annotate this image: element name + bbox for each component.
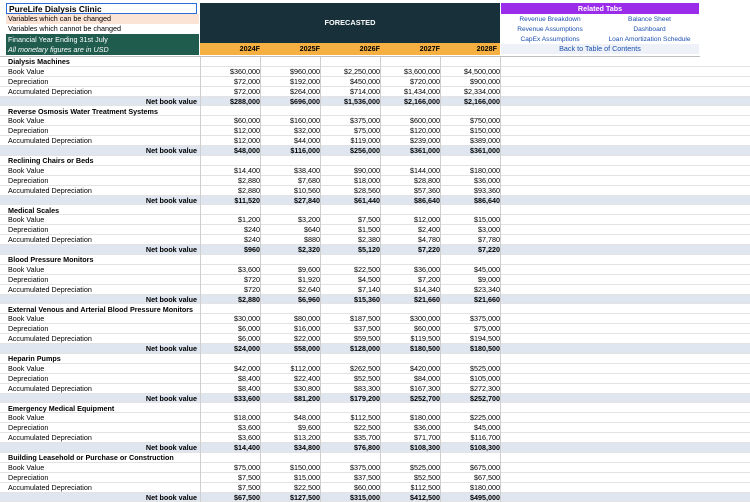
section-header[interactable] (0, 354, 750, 364)
value-cell[interactable]: $1,434,000 (404, 86, 440, 96)
depreciation-row[interactable] (0, 77, 750, 87)
book-value-row[interactable] (0, 413, 750, 423)
row-label: Depreciation (8, 423, 49, 433)
value-cell[interactable]: $675,000 (470, 462, 500, 472)
value-cell[interactable]: $22,400 (294, 373, 320, 383)
value-cell[interactable]: $4,780 (418, 235, 440, 245)
value-cell[interactable]: $108,300 (410, 443, 440, 453)
depreciation-row[interactable] (0, 374, 750, 384)
value-cell[interactable]: $144,000 (410, 165, 440, 175)
value-cell[interactable]: $6,960 (298, 294, 320, 304)
book-value-row[interactable] (0, 67, 750, 77)
value-cell[interactable]: $288,000 (230, 96, 260, 106)
section-title: Heparin Pumps (8, 354, 61, 363)
value-cell[interactable]: $12,000 (234, 136, 260, 146)
value-cell[interactable]: $59,500 (354, 334, 380, 344)
value-cell[interactable]: $525,000 (410, 462, 440, 472)
value-cell[interactable]: $34,800 (294, 443, 320, 453)
column-gridline (320, 57, 321, 502)
value-cell[interactable]: $81,200 (294, 393, 320, 403)
row-label: Accumulated Depreciation (8, 136, 92, 146)
accumulated-depreciation-row[interactable] (0, 384, 750, 394)
value-cell[interactable]: $252,700 (470, 393, 500, 403)
value-cell[interactable]: $38,400 (294, 165, 320, 175)
value-cell[interactable]: $112,500 (410, 482, 440, 492)
value-cell[interactable]: $18,000 (354, 175, 380, 185)
row-label: Net book value (145, 393, 197, 403)
section-header[interactable] (0, 107, 750, 117)
value-cell[interactable]: $360,000 (230, 66, 260, 76)
value-cell[interactable]: $35,700 (354, 433, 380, 443)
section-title: Blood Pressure Monitors (8, 255, 94, 264)
net-book-value-row[interactable] (0, 295, 750, 305)
value-cell[interactable]: $21,660 (474, 294, 500, 304)
value-cell[interactable]: $12,000 (414, 215, 440, 225)
link-revenue-assumptions[interactable]: Revenue Assumptions (517, 26, 583, 33)
row-label: Accumulated Depreciation (8, 284, 92, 294)
value-cell[interactable]: $1,536,000 (344, 96, 380, 106)
book-value-row[interactable] (0, 116, 750, 126)
value-cell[interactable]: $80,000 (294, 314, 320, 324)
value-cell[interactable]: $2,640 (298, 284, 320, 294)
value-cell[interactable]: $300,000 (410, 314, 440, 324)
value-cell[interactable]: $361,000 (470, 146, 500, 156)
link-loan-amortization[interactable]: Loan Amortization Schedule (608, 36, 691, 43)
value-cell[interactable]: $240 (244, 235, 260, 245)
value-cell[interactable]: $83,300 (354, 383, 380, 393)
value-cell[interactable]: $1,200 (238, 215, 260, 225)
value-cell[interactable]: $420,000 (410, 363, 440, 373)
book-value-row[interactable] (0, 166, 750, 176)
net-book-value-row[interactable] (0, 443, 750, 453)
value-cell[interactable]: $160,000 (290, 116, 320, 126)
depreciation-row[interactable] (0, 473, 750, 483)
row-label: Accumulated Depreciation (8, 334, 92, 344)
book-value-row[interactable] (0, 314, 750, 324)
value-cell[interactable]: $48,000 (294, 413, 320, 423)
section-header[interactable] (0, 404, 750, 414)
year-2026: 2026F (359, 44, 380, 53)
value-cell[interactable]: $116,700 (470, 433, 500, 443)
value-cell[interactable]: $179,200 (350, 393, 380, 403)
value-cell[interactable]: $90,000 (354, 165, 380, 175)
value-cell[interactable]: $375,000 (470, 314, 500, 324)
value-cell[interactable]: $22,500 (354, 423, 380, 433)
value-cell[interactable]: $72,000 (234, 86, 260, 96)
value-cell[interactable]: $3,000 (478, 225, 500, 235)
column-gridline (380, 57, 381, 502)
row-label: Book Value (8, 116, 45, 126)
value-cell[interactable]: $7,500 (238, 482, 260, 492)
row-label: Accumulated Depreciation (8, 383, 92, 393)
fiscal-year-note: Financial Year Ending 31st July (6, 34, 199, 45)
value-cell[interactable]: $14,400 (234, 165, 260, 175)
value-cell[interactable]: $4,500 (358, 274, 380, 284)
net-book-value-row[interactable] (0, 146, 750, 156)
value-cell[interactable]: $3,600,000 (404, 66, 440, 76)
value-cell[interactable]: $720 (244, 274, 260, 284)
value-cell[interactable]: $84,000 (414, 373, 440, 383)
title-cell[interactable]: PureLife Dialysis Clinic (6, 3, 197, 14)
year-2028: 2028F (476, 44, 497, 53)
value-cell[interactable]: $71,700 (414, 433, 440, 443)
book-value-row[interactable] (0, 265, 750, 275)
value-cell[interactable]: $194,500 (470, 334, 500, 344)
value-cell[interactable]: $375,000 (350, 116, 380, 126)
depreciation-row[interactable] (0, 423, 750, 433)
value-cell[interactable]: $75,000 (234, 462, 260, 472)
value-cell[interactable]: $192,000 (290, 76, 320, 86)
value-cell[interactable]: $16,000 (294, 324, 320, 334)
value-cell[interactable]: $37,500 (354, 324, 380, 334)
value-cell[interactable]: $2,250,000 (344, 66, 380, 76)
value-cell[interactable]: $127,500 (290, 492, 320, 502)
value-cell[interactable]: $640 (304, 225, 320, 235)
row-label: Accumulated Depreciation (8, 185, 92, 195)
value-cell[interactable]: $36,000 (474, 175, 500, 185)
value-cell[interactable]: $2,880 (238, 175, 260, 185)
section-title: Medical Scales (8, 205, 60, 215)
value-cell[interactable]: $361,000 (410, 146, 440, 156)
value-cell[interactable]: $22,500 (354, 264, 380, 274)
value-cell[interactable]: $86,640 (474, 195, 500, 205)
value-cell[interactable]: $150,000 (470, 126, 500, 136)
row-label: Depreciation (8, 175, 49, 185)
row-label: Book Value (8, 314, 45, 324)
value-cell[interactable]: $42,000 (234, 363, 260, 373)
section-title: Reverse Osmosis Water Treatment Systems (8, 106, 158, 116)
row-label: Book Value (8, 66, 45, 76)
value-cell[interactable]: $13,200 (294, 433, 320, 443)
value-cell[interactable]: $252,700 (410, 393, 440, 403)
value-cell[interactable]: $60,000 (414, 324, 440, 334)
column-gridline (440, 57, 441, 502)
value-cell[interactable]: $105,000 (470, 373, 500, 383)
net-book-value-row[interactable] (0, 344, 750, 354)
value-cell[interactable]: $2,166,000 (464, 96, 500, 106)
accumulated-depreciation-row[interactable] (0, 136, 750, 146)
value-cell[interactable]: $45,000 (474, 423, 500, 433)
accumulated-depreciation-row[interactable] (0, 285, 750, 295)
value-cell[interactable]: $7,200 (418, 274, 440, 284)
row-label: Net book value (145, 96, 197, 106)
value-cell[interactable]: $412,500 (410, 492, 440, 502)
value-cell[interactable]: $23,340 (474, 284, 500, 294)
value-cell[interactable]: $60,000 (354, 482, 380, 492)
value-cell[interactable]: $450,000 (350, 76, 380, 86)
row-label: Net book value (145, 294, 197, 304)
book-value-row[interactable] (0, 463, 750, 473)
link-balance-sheet[interactable]: Balance Sheet (628, 16, 671, 23)
value-cell[interactable]: $2,320 (298, 245, 320, 255)
section-header[interactable] (0, 453, 750, 463)
depreciation-row[interactable] (0, 126, 750, 136)
section-header[interactable] (0, 57, 750, 67)
value-cell[interactable]: $45,000 (474, 264, 500, 274)
value-cell[interactable]: $2,166,000 (404, 96, 440, 106)
value-cell[interactable]: $116,000 (290, 146, 320, 156)
value-cell[interactable]: $86,640 (414, 195, 440, 205)
value-cell[interactable]: $28,800 (414, 175, 440, 185)
value-cell[interactable]: $1,920 (298, 274, 320, 284)
row-label: Accumulated Depreciation (8, 433, 92, 443)
value-cell[interactable]: $7,680 (298, 175, 320, 185)
value-cell[interactable]: $10,560 (294, 185, 320, 195)
row-label: Net book value (145, 195, 197, 205)
row-label: Depreciation (8, 472, 49, 482)
row-label: Net book value (145, 492, 197, 502)
value-cell[interactable]: $187,500 (350, 314, 380, 324)
value-cell[interactable]: $714,000 (350, 86, 380, 96)
value-cell[interactable]: $15,360 (354, 294, 380, 304)
value-cell[interactable]: $167,300 (410, 383, 440, 393)
value-cell[interactable]: $24,000 (234, 344, 260, 354)
back-to-contents-link[interactable]: Back to Table of Contents (501, 44, 699, 54)
column-gridline (260, 57, 261, 502)
value-cell[interactable]: $67,500 (234, 492, 260, 502)
section-title: Building Leasehold or Purchase or Construction (8, 453, 174, 462)
value-cell[interactable]: $67,500 (474, 472, 500, 482)
depreciation-row[interactable] (0, 176, 750, 186)
value-cell[interactable]: $600,000 (410, 116, 440, 126)
value-cell[interactable]: $3,200 (298, 215, 320, 225)
value-cell[interactable]: $3,600 (238, 423, 260, 433)
value-cell[interactable]: $72,000 (234, 76, 260, 86)
value-cell[interactable]: $120,000 (410, 126, 440, 136)
value-cell[interactable]: $2,400 (418, 225, 440, 235)
value-cell[interactable]: $239,000 (410, 136, 440, 146)
row-label: Depreciation (8, 225, 49, 235)
value-cell[interactable]: $375,000 (350, 462, 380, 472)
currency-note: All monetary figures are in USD (6, 45, 199, 55)
net-book-value-row[interactable] (0, 196, 750, 206)
value-cell[interactable]: $696,000 (290, 96, 320, 106)
value-cell[interactable]: $48,000 (234, 146, 260, 156)
value-cell[interactable]: $52,500 (414, 472, 440, 482)
value-cell[interactable]: $1,500 (358, 225, 380, 235)
value-cell[interactable]: $36,000 (414, 264, 440, 274)
net-book-value-row[interactable] (0, 394, 750, 404)
book-value-row[interactable] (0, 215, 750, 225)
value-cell[interactable]: $960 (244, 245, 260, 255)
value-cell[interactable]: $108,300 (470, 443, 500, 453)
value-cell[interactable]: $14,400 (234, 443, 260, 453)
value-cell[interactable]: $32,000 (294, 126, 320, 136)
value-cell[interactable]: $14,340 (414, 284, 440, 294)
value-cell[interactable]: $75,000 (474, 324, 500, 334)
row-label: Depreciation (8, 126, 49, 136)
accumulated-depreciation-row[interactable] (0, 235, 750, 245)
value-cell[interactable]: $262,500 (350, 363, 380, 373)
value-cell[interactable]: $2,380 (358, 235, 380, 245)
section-title: Dialysis Machines (8, 57, 70, 66)
value-cell[interactable]: $93,360 (474, 185, 500, 195)
accumulated-depreciation-row[interactable] (0, 433, 750, 443)
year-2025: 2025F (299, 44, 320, 53)
value-cell[interactable]: $256,000 (350, 146, 380, 156)
value-cell[interactable]: $3,600 (238, 264, 260, 274)
value-cell[interactable]: $9,600 (298, 423, 320, 433)
link-dashboard[interactable]: Dashboard (633, 26, 666, 33)
accumulated-depreciation-row[interactable] (0, 87, 750, 97)
value-cell[interactable]: $21,660 (414, 294, 440, 304)
accumulated-depreciation-row[interactable] (0, 186, 750, 196)
value-cell[interactable]: $150,000 (290, 462, 320, 472)
row-label: Book Value (8, 165, 45, 175)
value-cell[interactable]: $128,000 (350, 344, 380, 354)
value-cell[interactable]: $61,440 (354, 195, 380, 205)
value-cell[interactable]: $880 (304, 235, 320, 245)
row-label: Book Value (8, 215, 45, 225)
value-cell[interactable]: $75,000 (354, 126, 380, 136)
value-cell[interactable]: $315,000 (350, 492, 380, 502)
value-cell[interactable]: $60,000 (234, 116, 260, 126)
row-label: Book Value (8, 264, 45, 274)
section-title: Reclining Chairs or Beds (8, 156, 94, 165)
accumulated-depreciation-row[interactable] (0, 334, 750, 344)
value-cell[interactable]: $264,000 (290, 86, 320, 96)
net-book-value-row[interactable] (0, 245, 750, 255)
value-cell[interactable]: $112,500 (350, 413, 380, 423)
value-cell[interactable]: $525,000 (470, 363, 500, 373)
section-title: Emergency Medical Equipment (8, 403, 115, 413)
section-header[interactable] (0, 156, 750, 166)
value-cell[interactable]: $180,000 (470, 482, 500, 492)
value-cell[interactable]: $495,000 (470, 492, 500, 502)
net-book-value-row[interactable] (0, 97, 750, 107)
row-label: Net book value (145, 344, 197, 354)
row-label: Depreciation (8, 373, 49, 383)
row-label: Net book value (145, 146, 197, 156)
value-cell[interactable]: $272,300 (470, 383, 500, 393)
value-cell[interactable]: $960,000 (290, 66, 320, 76)
value-cell[interactable]: $76,800 (354, 443, 380, 453)
row-label: Net book value (145, 245, 197, 255)
value-cell[interactable]: $22,000 (294, 334, 320, 344)
year-header-row (200, 43, 500, 55)
value-cell[interactable]: $9,000 (478, 274, 500, 284)
section-header[interactable] (0, 206, 750, 216)
value-cell[interactable]: $28,560 (354, 185, 380, 195)
value-cell[interactable]: $750,000 (470, 116, 500, 126)
value-cell[interactable]: $180,500 (410, 344, 440, 354)
depreciation-row[interactable] (0, 225, 750, 235)
value-cell[interactable]: $30,800 (294, 383, 320, 393)
value-cell[interactable]: $720,000 (410, 76, 440, 86)
value-cell[interactable]: $9,600 (298, 264, 320, 274)
related-tabs-header: Related Tabs (501, 3, 699, 14)
year-2024: 2024F (239, 44, 260, 53)
accumulated-depreciation-row[interactable] (0, 483, 750, 493)
row-label: Book Value (8, 363, 45, 373)
row-label: Book Value (8, 413, 45, 423)
value-cell[interactable]: $15,000 (294, 472, 320, 482)
value-cell[interactable]: $112,000 (290, 363, 320, 373)
row-label: Accumulated Depreciation (8, 482, 92, 492)
row-label: Book Value (8, 462, 45, 472)
section-header[interactable] (0, 255, 750, 265)
row-label: Depreciation (8, 274, 49, 284)
value-cell[interactable]: $8,400 (238, 383, 260, 393)
value-cell[interactable]: $2,334,000 (464, 86, 500, 96)
row-label: Accumulated Depreciation (8, 86, 92, 96)
row-label: Depreciation (8, 76, 49, 86)
value-cell[interactable]: $33,600 (234, 393, 260, 403)
link-revenue-breakdown[interactable]: Revenue Breakdown (519, 16, 581, 23)
value-cell[interactable]: $119,000 (350, 136, 380, 146)
row-label: Depreciation (8, 324, 49, 334)
row-label: Net book value (145, 443, 197, 453)
net-book-value-row[interactable] (0, 493, 750, 502)
row-label: Accumulated Depreciation (8, 235, 92, 245)
value-cell[interactable]: $7,500 (238, 472, 260, 482)
value-cell[interactable]: $4,500,000 (464, 66, 500, 76)
value-cell[interactable]: $37,500 (354, 472, 380, 482)
depreciation-row[interactable] (0, 275, 750, 285)
value-cell[interactable]: $30,000 (234, 314, 260, 324)
link-capex-assumptions[interactable]: CapEx Assumptions (520, 36, 580, 43)
value-cell[interactable]: $180,000 (470, 165, 500, 175)
value-cell[interactable]: $6,000 (238, 324, 260, 334)
value-cell[interactable]: $36,000 (414, 423, 440, 433)
year-2027: 2027F (419, 44, 440, 53)
value-cell[interactable]: $720 (244, 284, 260, 294)
value-cell[interactable]: $18,000 (234, 413, 260, 423)
value-cell[interactable]: $15,000 (474, 215, 500, 225)
section-title: External Venous and Arterial Blood Pressure Monitors (8, 304, 194, 314)
value-cell[interactable]: $225,000 (470, 413, 500, 423)
value-cell[interactable]: $44,000 (294, 136, 320, 146)
section-header[interactable] (0, 305, 750, 315)
value-cell[interactable]: $6,000 (238, 334, 260, 344)
value-cell[interactable]: $3,600 (238, 433, 260, 443)
value-cell[interactable]: $5,120 (358, 245, 380, 255)
value-cell[interactable]: $119,500 (410, 334, 440, 344)
value-cell[interactable]: $7,220 (478, 245, 500, 255)
value-cell[interactable]: $7,140 (358, 284, 380, 294)
value-cell[interactable]: $8,400 (238, 373, 260, 383)
value-cell[interactable]: $27,840 (294, 195, 320, 205)
value-cell[interactable]: $12,000 (234, 126, 260, 136)
forecast-header: FORECASTED (200, 3, 500, 43)
legend-fixed: Variables which cannot be changed (6, 24, 199, 34)
book-value-row[interactable] (0, 364, 750, 374)
value-cell[interactable]: $11,520 (234, 195, 260, 205)
legend-changeable: Variables which can be changed (6, 14, 199, 24)
value-cell[interactable]: $180,500 (470, 344, 500, 354)
column-gridline (500, 57, 501, 502)
value-cell[interactable]: $180,000 (410, 413, 440, 423)
value-cell[interactable]: $7,220 (418, 245, 440, 255)
value-cell[interactable]: $389,000 (470, 136, 500, 146)
value-cell[interactable]: $52,500 (354, 373, 380, 383)
value-cell[interactable]: $7,780 (478, 235, 500, 245)
depreciation-row[interactable] (0, 324, 750, 334)
value-cell[interactable]: $22,500 (294, 482, 320, 492)
value-cell[interactable]: $2,880 (238, 294, 260, 304)
value-cell[interactable]: $57,360 (414, 185, 440, 195)
column-gridline (200, 57, 201, 502)
value-cell[interactable]: $7,500 (358, 215, 380, 225)
value-cell[interactable]: $900,000 (470, 76, 500, 86)
value-cell[interactable]: $2,880 (238, 185, 260, 195)
value-cell[interactable]: $58,000 (294, 344, 320, 354)
value-cell[interactable]: $240 (244, 225, 260, 235)
